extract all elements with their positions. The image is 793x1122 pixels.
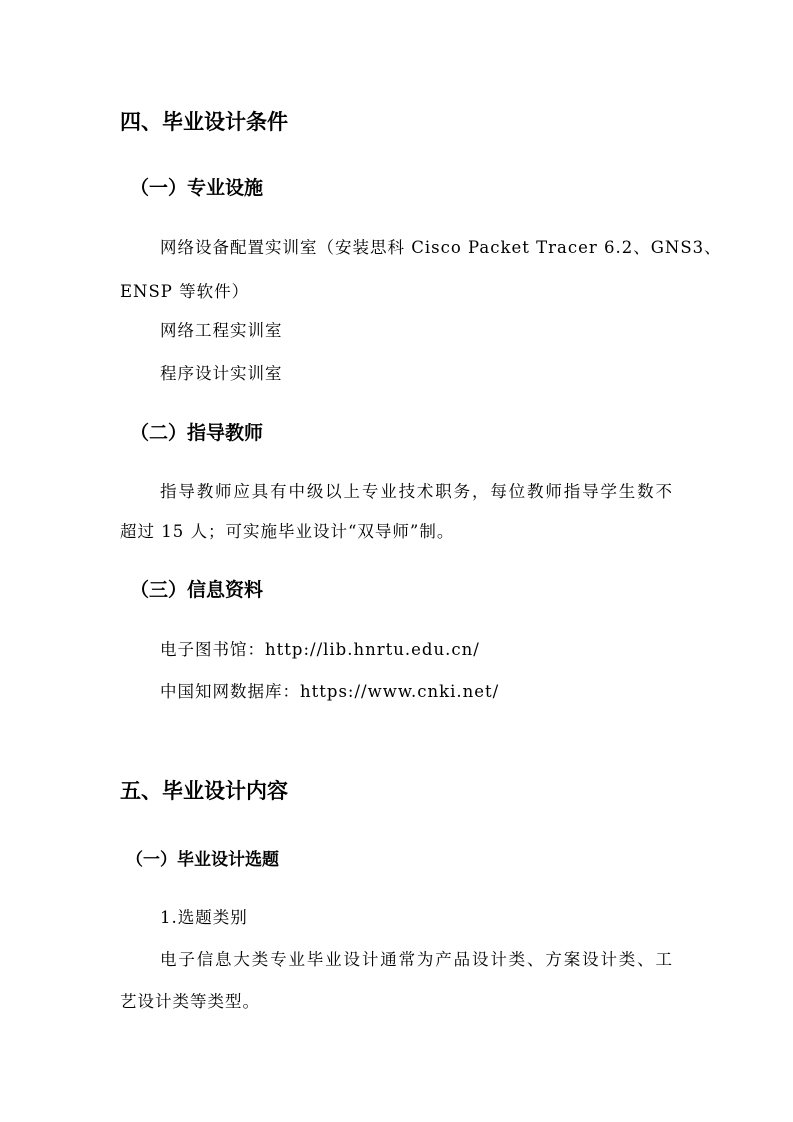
topic-paragraph-line-1: 电子信息大类专业毕业设计通常为产品设计类、方案设计类、工 [160,950,673,969]
facility-item-1-line-1: 网络设备配置实训室（安装思科 Cisco Packet Tracer 6.2、GNS3、 [160,238,722,257]
section-heading-conditions: 四、毕业设计条件 [120,110,288,134]
advisor-paragraph-line-2: 超过 15 人；可实施毕业设计“双导师”制。 [120,522,455,541]
topic-category-label: 1.选题类别 [160,908,248,927]
resource-digital-library: 电子图书馆：http://lib.hnrtu.edu.cn/ [160,640,480,659]
facility-item-3: 程序设计实训室 [160,364,283,383]
facility-item-2: 网络工程实训室 [160,321,283,340]
resource-cnki-database: 中国知网数据库：https://www.cnki.net/ [160,682,500,701]
subsection-heading-topic-selection: （一）毕业设计选题 [126,850,279,870]
topic-paragraph-line-2: 艺设计类等类型。 [120,992,260,1011]
subsection-heading-resources: （三）信息资料 [130,579,264,601]
advisor-paragraph-line-1: 指导教师应具有中级以上专业技术职务，每位教师指导学生数不 [160,482,673,501]
section-heading-content: 五、毕业设计内容 [120,779,288,803]
subsection-heading-advisors: （二）指导教师 [130,422,264,444]
facility-item-1-line-2: ENSP 等软件） [120,282,250,301]
subsection-heading-facilities: （一）专业设施 [130,177,264,199]
